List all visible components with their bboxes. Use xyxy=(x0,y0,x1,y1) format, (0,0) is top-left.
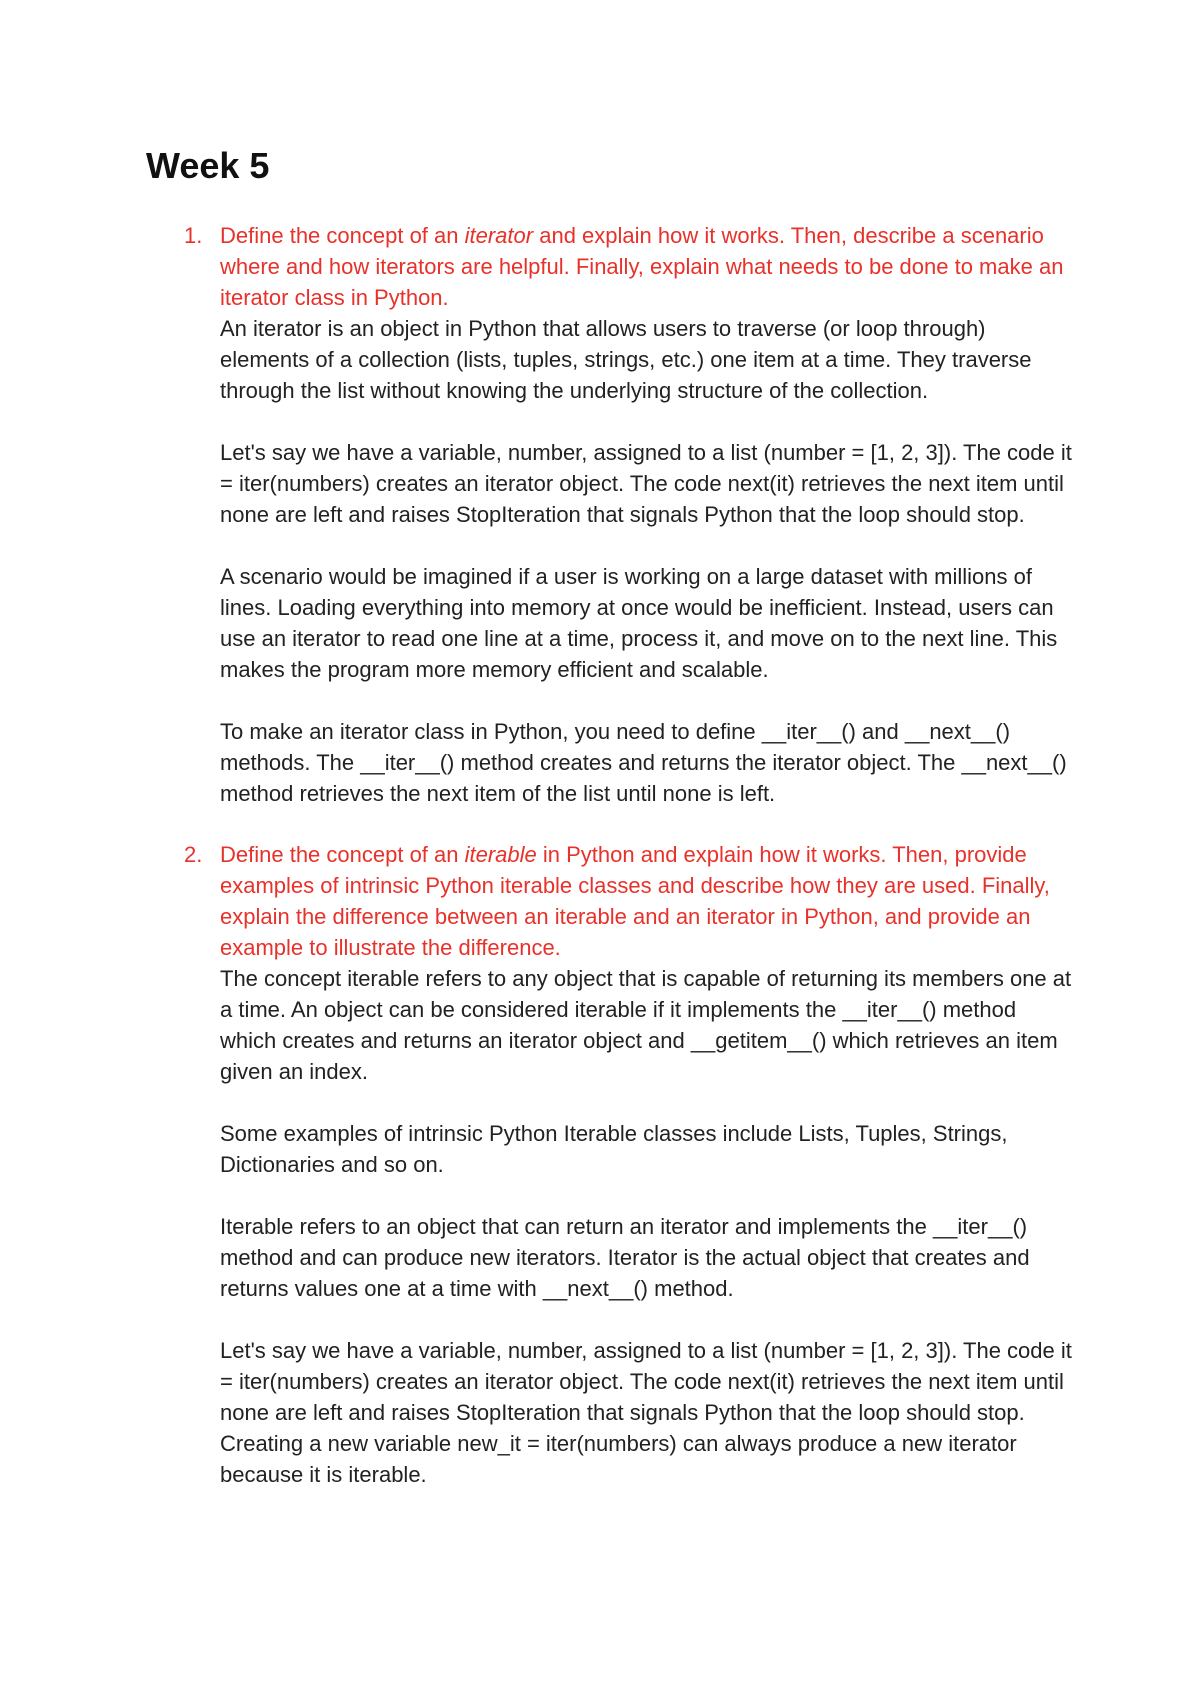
question-prompt-after: in Python and explain how it works. Then, provide examples of intrinsic Python iterable classes and describe how they are used. Finally, explain the difference between an iterable and an iterator in Python, and provide an example to illustrate the difference. xyxy=(220,842,1050,960)
question-prompt xyxy=(220,220,1076,313)
question-prompt-emphasis: iterable xyxy=(464,842,537,867)
question-prompt-emphasis: iterator xyxy=(464,223,534,248)
answer-paragraph: Iterable refers to an object that can return an iterator and implements the __iter__() method and can produce new iterators. Iterator is the actual object that creates and returns values one at a time with __next__() method. xyxy=(220,1214,1030,1301)
answer-paragraph: A scenario would be imagined if a user is working on a large dataset with millions of lines. Loading everything into memory at once would be inefficient. Instead, users can use an iterator to read one line at a time, process it, and move on to the next line. This makes the program more memory efficient and scalable. xyxy=(220,564,1058,682)
question-list xyxy=(146,220,1076,1490)
answer-paragraph: Some examples of intrinsic Python Iterable classes include Lists, Tuples, Strings, Dictionaries and so on. xyxy=(220,1121,1008,1177)
question-number: 1. xyxy=(184,223,203,248)
answer-paragraph: Let's say we have a variable, number, assigned to a list (number = [1, 2, 3]). The code it = iter(numbers) creates an iterator object. The code next(it) retrieves the next item until none are left and raises StopIteration that signals Python that the loop should stop. Creating a new variable new_it = iter(numbers) can always produce a new iterator because it is iterable. xyxy=(220,1338,1072,1487)
answer-paragraph: Let's say we have a variable, number, assigned to a list (number = [1, 2, 3]). The code it = iter(numbers) creates an iterator object. The code next(it) retrieves the next item until none are left and raises StopIteration that signals Python that the loop should stop. xyxy=(220,440,1072,527)
answer-paragraph: An iterator is an object in Python that allows users to traverse (or loop through) elements of a collection (lists, tuples, strings, etc.) one item at a time. They traverse through the list without knowing the underlying structure of the collection. xyxy=(220,316,1032,403)
question-prompt-before: Define the concept of an xyxy=(220,842,465,867)
answer-paragraph: The concept iterable refers to any object that is capable of returning its members one at a time. An object can be considered iterable if it implements the __iter__() method which creates and returns an iterator object and __getitem__() which retrieves an item given an index. xyxy=(220,966,1072,1084)
question-prompt xyxy=(220,839,1076,963)
question-item-2 xyxy=(146,839,1076,1490)
question-number: 2. xyxy=(184,842,203,867)
answer-paragraph: To make an iterator class in Python, you need to define __iter__() and __next__() methods. The __iter__() method creates and returns the iterator object. The __next__() method retrieves the next item of the list until none is left. xyxy=(220,719,1067,806)
page-title: Week 5 xyxy=(146,145,270,186)
question-prompt-before: Define the concept of an xyxy=(220,223,465,248)
question-prompt-after: and explain how it works. Then, describe a scenario where and how iterators are helpful. Finally, explain what needs to be done to make an iterator class in Python. xyxy=(220,223,1064,310)
question-item-1 xyxy=(146,220,1076,809)
